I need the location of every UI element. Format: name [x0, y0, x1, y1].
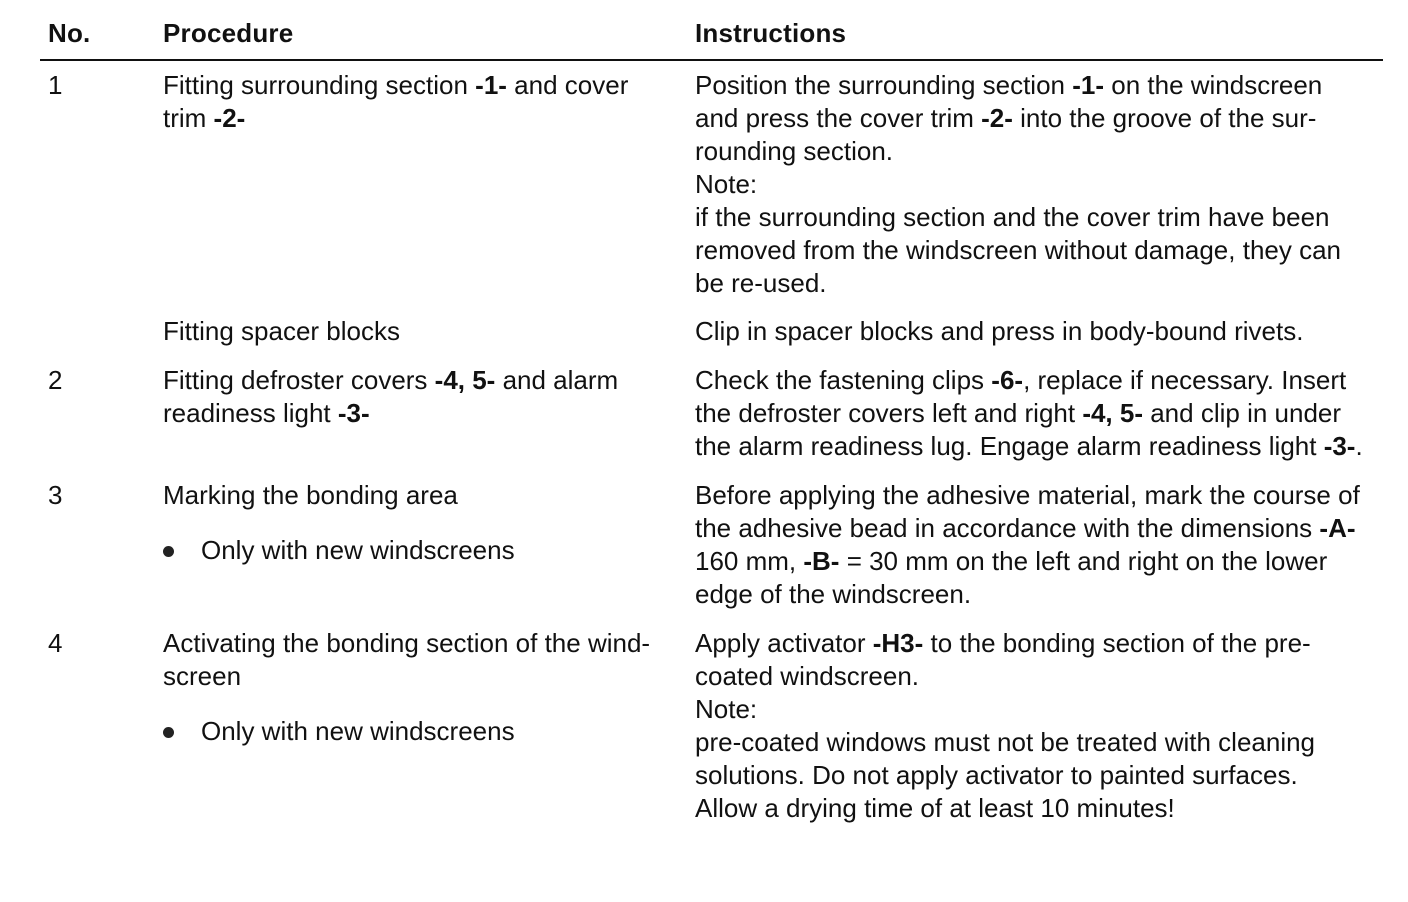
- row-4-number: 4: [48, 628, 63, 658]
- row-1-procedure: Fitting surrounding section -1- and cover trim -2-: [163, 70, 629, 133]
- column-header-procedure: Procedure: [163, 18, 294, 48]
- row-3-procedure: Marking the bonding area: [163, 480, 458, 510]
- header-divider: [40, 59, 1383, 61]
- row-3-number: 3: [48, 480, 63, 510]
- row-1b-procedure: Fitting spacer blocks: [163, 316, 400, 346]
- row-1b-instructions: Clip in spacer blocks and press in body-bound rivets.: [695, 316, 1304, 346]
- row-3-instructions: Before applying the adhesive material, mark the course of the adhesive bead in accordance with the dimensions -A- 160 mm, -B- = 30 mm on the left and right on the lower edge of the windscreen.: [695, 480, 1360, 609]
- column-header-instructions: Instructions: [695, 18, 847, 48]
- row-1-number: 1: [48, 70, 63, 100]
- procedure-table: No. Procedure Instructions 1 Fitting surrounding section -1- and cover trim -2- Position the surrounding section -1- on the windscreen and press the cover trim -2- into the groove of the sur- rounding section. Note: if the surrounding section and the cover trim have been removed from the windscreen without damage, they can be re-used. Fitting spacer blocks Clip in spacer blocks and press in body-bound rivets. 2 Fitting defroster covers -4, 5- and alarm readiness light -3- Check the fastening clips -6-, replace if necessary. Insert the defroster covers left and right -4, 5- and clip in under the alarm readiness lug. Engage alarm readiness light -3-. 3 Marking the bonding area Only with new windscreens Before applying the adhesive material, mark the course of the adhesive bead in accordance with the dimensions -A- 160 mm, -B- = 30 mm on the left and right on the lower edge of the windscreen. 4 Activating the bonding section of the wind- screen Only with new windscreens Apply activator -H3- to the bonding section of the pre- coated windscreen. Note: pre-coated windows must not be treated with cleaning solutions. Do not apply activator to painted surfaces. Allow a drying time of at least 10 minutes!: [0, 0, 1408, 902]
- row-1-instructions: Position the surrounding section -1- on the windscreen and press the cover trim -2- into the groove of the sur- rounding section. Note: if the surrounding section and the cover trim have been removed from the windscreen without damage, they can be re-used.: [695, 70, 1342, 298]
- row-2-number: 2: [48, 365, 63, 395]
- bullet-dot: [163, 546, 174, 557]
- row-2-instructions: Check the fastening clips -6-, replace if necessary. Insert the defroster covers left and right -4, 5- and clip in under the alarm readiness lug. Engage alarm readiness light -3-.: [695, 365, 1363, 461]
- bullet-dot: [163, 727, 174, 738]
- column-header-no: No.: [48, 18, 91, 48]
- row-4-procedure: Activating the bonding section of the wind- screen: [163, 628, 651, 691]
- row-4-instructions: Apply activator -H3- to the bonding section of the pre- coated windscreen. Note: pre-coated windows must not be treated with cleaning solutions. Do not apply activator to painted surfaces. Allow a drying time of at least 10 minutes!: [695, 628, 1316, 823]
- row-2-procedure: Fitting defroster covers -4, 5- and alarm readiness light -3-: [163, 365, 619, 428]
